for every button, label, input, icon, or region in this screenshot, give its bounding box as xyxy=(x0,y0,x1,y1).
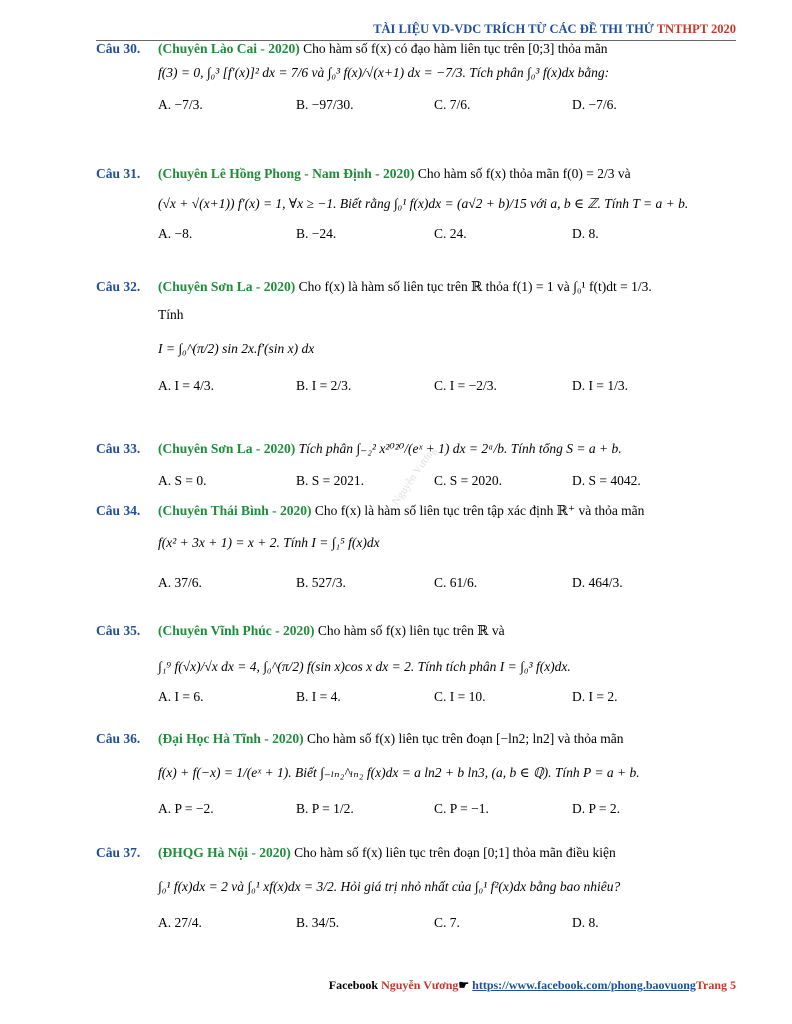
option-d[interactable]: D. I = 1/3. xyxy=(572,377,628,393)
question-label: Câu 37. xyxy=(96,845,141,860)
question-source: (Chuyên Sơn La - 2020) xyxy=(158,441,296,456)
question-math: f(x) + f(−x) = 1/(eˣ + 1). Biết ∫₋ₗₙ₂^ₗₙ₂ f(x)dx = a ln2 + b ln3, (a, b ∈ ℚ). Tính P = a + b. xyxy=(158,765,640,781)
question-31 xyxy=(96,165,736,244)
question-35 xyxy=(96,622,736,707)
option-b[interactable]: B. I = 4. xyxy=(296,689,341,705)
footer-facebook: Facebook xyxy=(328,978,379,992)
question-text-2: Tính xyxy=(158,307,184,323)
question-source: (Đại Học Hà Tĩnh - 2020) xyxy=(158,731,304,746)
option-a[interactable]: A. −8. xyxy=(158,226,193,242)
option-c[interactable]: C. S = 2020. xyxy=(434,473,503,489)
option-a[interactable]: A. −7/3. xyxy=(158,97,203,113)
option-a[interactable]: A. 27/4. xyxy=(158,915,202,931)
question-text: Cho hàm số f(x) liên tục trên đoạn [−ln2; ln2] và thỏa mãn xyxy=(307,731,624,746)
page-footer xyxy=(329,978,736,993)
option-a[interactable]: A. 37/6. xyxy=(158,575,202,591)
option-c[interactable]: C. 24. xyxy=(434,226,467,242)
option-a[interactable]: A. I = 6. xyxy=(158,689,204,705)
option-c[interactable]: C. 7. xyxy=(434,915,460,931)
page-header xyxy=(373,22,736,37)
question-34 xyxy=(96,502,736,593)
option-c[interactable]: C. P = −1. xyxy=(434,801,489,817)
watermark: Nguyễn Vương xyxy=(389,444,439,508)
question-30 xyxy=(96,40,736,115)
question-source: (Chuyên Thái Bình - 2020) xyxy=(158,503,312,518)
option-c[interactable]: C. 7/6. xyxy=(434,97,471,113)
question-source: (Chuyên Vĩnh Phúc - 2020) xyxy=(158,623,315,638)
option-b[interactable]: B. 34/5. xyxy=(296,915,340,931)
question-label: Câu 35. xyxy=(96,623,141,638)
pointing-hand-icon: ☛ xyxy=(458,978,470,992)
option-d[interactable]: D. 8. xyxy=(572,226,599,242)
question-text: Cho hàm số f(x) liên tục trên đoạn [0;1] thỏa mãn điều kiện xyxy=(294,845,616,860)
question-text: Cho f(x) là hàm số liên tục trên ℝ thỏa f(1) = 1 và ∫₀¹ f(t)dt = 1/3. xyxy=(298,279,652,294)
option-c[interactable]: C. I = −2/3. xyxy=(434,377,497,393)
option-b[interactable]: B. P = 1/2. xyxy=(296,801,354,817)
footer-author: Nguyễn Vương xyxy=(381,978,459,992)
question-label: Câu 36. xyxy=(96,731,141,746)
option-c[interactable]: C. I = 10. xyxy=(434,689,486,705)
option-b[interactable]: B. 527/3. xyxy=(296,575,346,591)
question-label: Câu 34. xyxy=(96,503,141,518)
question-source: (Chuyên Sơn La - 2020) xyxy=(158,279,296,294)
question-label: Câu 31. xyxy=(96,166,141,181)
option-d[interactable]: D. 464/3. xyxy=(572,575,623,591)
question-math: ∫₁⁹ f(√x)/√x dx = 4, ∫₀^(π/2) f(sin x)cos x dx = 2. Tính tích phân I = ∫₀³ f(x)dx. xyxy=(158,659,571,675)
question-source: (ĐHQG Hà Nội - 2020) xyxy=(158,845,291,860)
option-a[interactable]: A. I = 4/3. xyxy=(158,377,214,393)
question-text: Cho hàm số f(x) có đạo hàm liên tục trên [0;3] thỏa mãn xyxy=(303,41,608,56)
option-d[interactable]: D. P = 2. xyxy=(572,801,620,817)
option-b[interactable]: B. S = 2021. xyxy=(296,473,365,489)
option-a[interactable]: A. S = 0. xyxy=(158,473,207,489)
question-label: Câu 30. xyxy=(96,41,141,56)
question-text: Cho hàm số f(x) liên tục trên ℝ và xyxy=(317,623,505,638)
option-b[interactable]: B. −97/30. xyxy=(296,97,354,113)
footer-link[interactable]: https://www.facebook.com/phong.baovuong xyxy=(472,978,696,992)
option-b[interactable]: B. −24. xyxy=(296,226,337,242)
question-label: Câu 33. xyxy=(96,441,141,456)
question-math: f(3) = 0, ∫₀³ [f′(x)]² dx = 7/6 và ∫₀³ f(x)/√(x+1) dx = −7/3. Tích phân ∫₀³ f(x)dx bằng: xyxy=(158,65,610,81)
option-d[interactable]: D. S = 4042. xyxy=(572,473,641,489)
option-d[interactable]: D. −7/6. xyxy=(572,97,617,113)
question-source: (Chuyên Lê Hồng Phong - Nam Định - 2020) xyxy=(158,166,415,181)
header-title: TÀI LIỆU VD-VDC TRÍCH TỪ CÁC ĐỀ THI THỬ xyxy=(373,22,654,36)
question-label: Câu 32. xyxy=(96,279,141,294)
option-a[interactable]: A. P = −2. xyxy=(158,801,214,817)
option-d[interactable]: D. I = 2. xyxy=(572,689,618,705)
question-text: Cho hàm số f(x) thỏa mãn f(0) = 2/3 và xyxy=(417,166,631,181)
option-d[interactable]: D. 8. xyxy=(572,915,599,931)
question-text: Tích phân ∫₋₂² x²⁰²⁰/(eˣ + 1) dx = 2ᵃ/b. Tính tổng S = a + b. xyxy=(298,441,622,456)
question-37 xyxy=(96,844,736,933)
question-36 xyxy=(96,730,736,819)
question-text: Cho f(x) là hàm số liên tục trên tập xác định ℝ⁺ và thỏa mãn xyxy=(314,503,645,518)
question-math: I = ∫₀^(π/2) sin 2x.f′(sin x) dx xyxy=(158,341,315,357)
question-33 xyxy=(96,440,736,490)
page-number: Trang 5 xyxy=(695,978,736,992)
option-c[interactable]: C. 61/6. xyxy=(434,575,478,591)
option-b[interactable]: B. I = 2/3. xyxy=(296,377,352,393)
question-32 xyxy=(96,278,736,395)
question-source: (Chuyên Lào Cai - 2020) xyxy=(158,41,300,56)
question-math: ∫₀¹ f(x)dx = 2 và ∫₀¹ xf(x)dx = 3/2. Hỏi giá trị nhỏ nhất của ∫₀¹ f²(x)dx bằng bao nhiêu? xyxy=(158,879,621,895)
question-math: f(x² + 3x + 1) = x + 2. Tính I = ∫₁⁵ f(x)dx xyxy=(158,535,380,551)
question-math: (√x + √(x+1)) f′(x) = 1, ∀x ≥ −1. Biết rằng ∫₀¹ f(x)dx = (a√2 + b)/15 với a, b ∈ ℤ. Tính T = a + b. xyxy=(158,196,689,212)
header-title-year: TNTHPT 2020 xyxy=(656,22,736,36)
